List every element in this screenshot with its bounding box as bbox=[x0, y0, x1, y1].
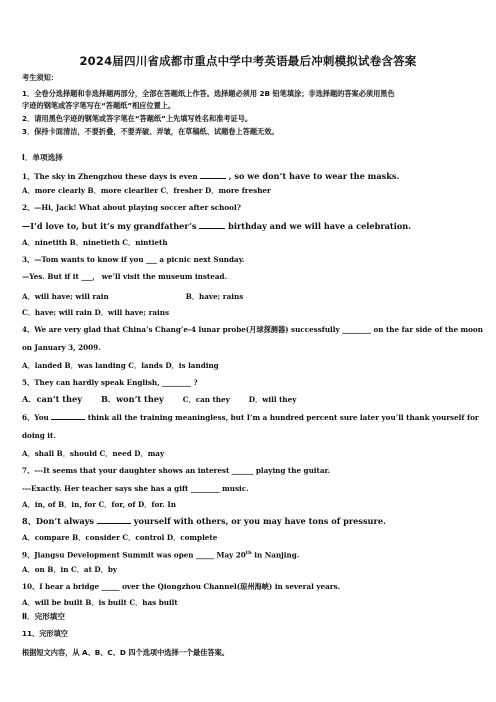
question-3-line2: —Yes. But if it ___， we’ll visit the museum instead. bbox=[22, 272, 228, 281]
question-4-stem: 4、We are very glad that China’s Chang’e-4 lunar probe(月球探测器) successfully ________ on the far side of the moon bbox=[22, 325, 483, 334]
q5-option-b: B．won’t they bbox=[101, 394, 164, 404]
section-cloze: Ⅱ．完形填空 bbox=[22, 612, 65, 621]
notice-item-1: 1．全卷分选择题和非选择题两部分，全部在答题纸上作答。选择题必须用 2B 铅笔填涂；非选择题的答案必须用黑色 bbox=[22, 89, 395, 98]
q2-blank bbox=[199, 221, 225, 229]
notice-item-3: 3．保持卡面清洁，不要折叠，不要弄破、弄皱，在草稿纸、试题卷上答题无效。 bbox=[22, 127, 279, 136]
question-4-options: A．landed B．was landing C．lands D．is landing bbox=[22, 361, 219, 370]
question-11-heading: 11、完形填空 bbox=[22, 629, 68, 638]
q2-line2-a: —I’d love to, but it’s my grandfather’s bbox=[22, 221, 197, 231]
question-3-stem: 3、—Tom wants to know if you ___ a picnic next Sunday. bbox=[22, 255, 245, 264]
question-3-options-row2: C．have; will rain D．will have; rains bbox=[22, 308, 170, 317]
question-3-options-row1 bbox=[22, 292, 478, 301]
question-6-options: A．shall B．should C．need D．may bbox=[22, 449, 165, 458]
q8-blank bbox=[97, 516, 131, 524]
question-7-line2: ---Exactly. Her teacher says she has a gift ________ music. bbox=[22, 484, 249, 493]
question-9-stem bbox=[22, 549, 478, 559]
q8-stem-b: yourself with others, or you may have tons of pressure. bbox=[133, 516, 386, 526]
q2-line2-b: birthday and we will have a celebration. bbox=[228, 221, 412, 231]
question-1-stem bbox=[22, 171, 478, 181]
question-8-stem bbox=[22, 516, 478, 526]
q1-blank bbox=[200, 171, 226, 179]
cloze-instruction: 根据短文内容，从 A、B、C、D 四个选项中选择一个最佳答案。 bbox=[22, 648, 229, 657]
question-7-stem: 7、---It seems that your daughter shows an interest ______ playing the guitar. bbox=[22, 466, 331, 475]
question-10-stem: 10、I hear a bridge _____ over the Qiongzhou Channel(琼州海峡) in several years. bbox=[22, 582, 341, 591]
question-2-options: A．ninetith B．ninetieth C．nintieth bbox=[22, 238, 168, 247]
question-1-options: A．more clearly B．more clearlier C．fresher D．more fresher bbox=[22, 186, 271, 195]
question-2-stem: 2、—Hi, Jack! What about playing soccer after school? bbox=[22, 203, 241, 212]
q1-stem-b: , so we don’t have to wear the masks. bbox=[228, 171, 400, 181]
q6-blank bbox=[51, 412, 85, 420]
exam-title: 2024届四川省成都市重点中学中考英语最后冲刺模拟试卷含答案 bbox=[79, 54, 417, 68]
q9-stem-b: in Nanjing. bbox=[251, 550, 300, 560]
question-4-line2: on January 3, 2009. bbox=[22, 343, 101, 352]
q6-stem-b: think all the training meaningless, but I’m a hundred percent sure later you’ll thank yourself for bbox=[87, 413, 479, 422]
q5-option-c: C．can they bbox=[182, 395, 230, 404]
question-5-stem: 5、They can hardly speak English, ________ ? bbox=[22, 378, 198, 387]
question-2-line2 bbox=[22, 221, 478, 231]
q9-superscript: th bbox=[245, 550, 252, 556]
question-6-stem bbox=[22, 412, 478, 422]
q9-stem-a: 9、Jiangsu Development Summit was open _____ May 20 bbox=[22, 550, 246, 560]
section-single-choice: Ⅰ．单项选择 bbox=[22, 153, 63, 162]
notice-item-2: 2．请用黑色字迹的钢笔或答字笔在“答题纸”上先填写姓名和准考证号。 bbox=[22, 114, 253, 123]
question-8-options: A．compare B．consider C．control D．complete bbox=[22, 533, 218, 542]
notice-heading: 考生须知： bbox=[22, 73, 58, 82]
q3-option-a: A．will have; will rain bbox=[22, 292, 109, 301]
q3-option-b: B．have; rains bbox=[185, 292, 244, 301]
q6-stem-a: 6、You bbox=[22, 413, 49, 422]
question-7-options: A．in, of B．in, for C．for, of D．for. In bbox=[22, 500, 176, 509]
q1-stem-a: 1、The sky in Zhengzhou these days is even bbox=[22, 172, 198, 181]
question-10-options: A．will be built B．is built C．has built bbox=[22, 598, 178, 607]
q5-option-a: A．can’t they bbox=[22, 394, 82, 404]
question-6-line2: doing it. bbox=[22, 431, 56, 440]
question-5-options bbox=[22, 395, 478, 404]
question-9-options: A．on B．in C．at D．by bbox=[22, 565, 118, 574]
q5-option-d: D．will they bbox=[248, 395, 297, 404]
notice-item-1-cont: 字迹的钢笔或答字笔写在“答题纸”相应位置上。 bbox=[22, 101, 176, 110]
q8-stem-a: 8、Don’t always bbox=[22, 516, 95, 526]
